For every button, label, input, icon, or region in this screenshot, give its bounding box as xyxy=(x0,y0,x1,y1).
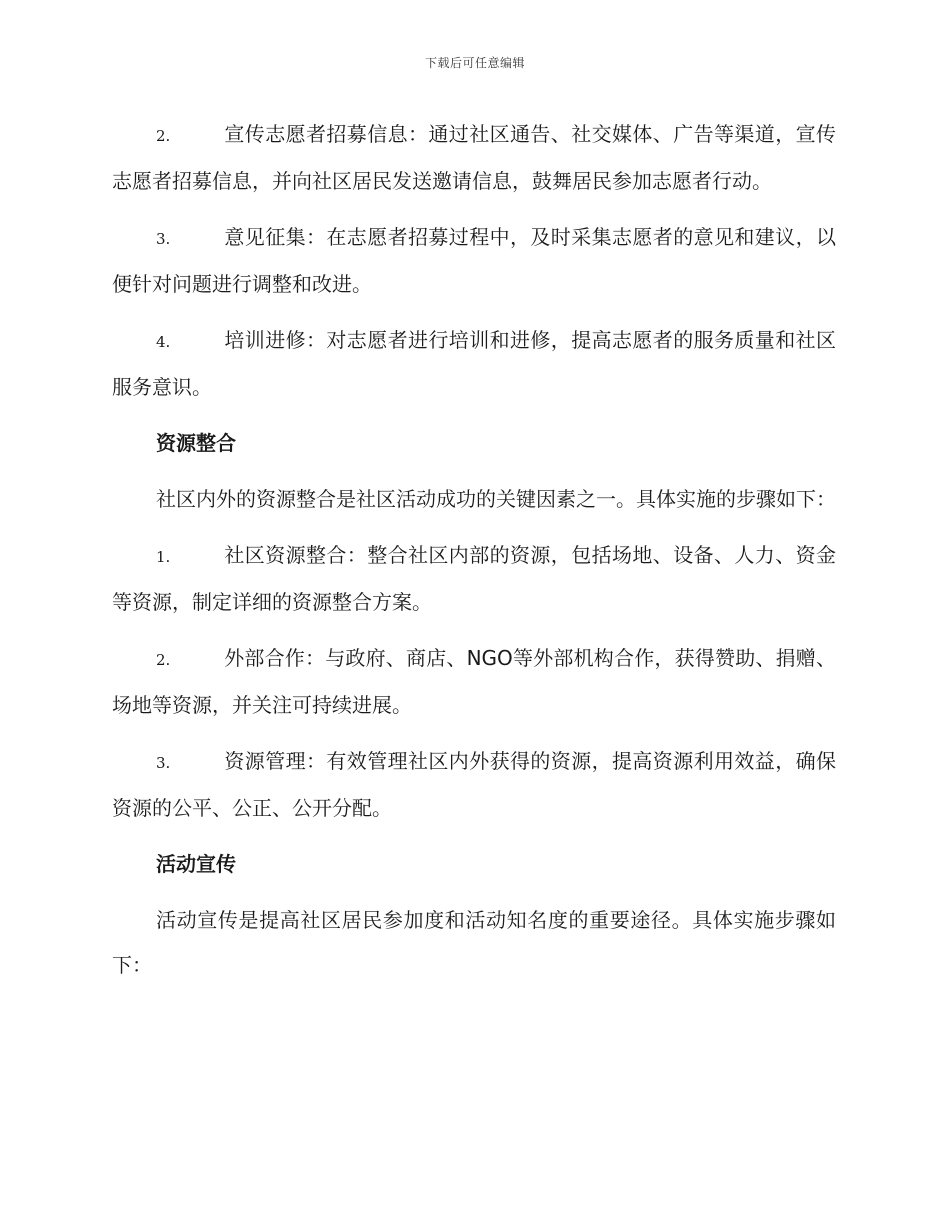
list-item-text: 外部合作：与政府、商店、NGO等外部机构合作，获得赞助、捐赠、场地等资源，并关注可持续进展。 xyxy=(112,646,836,717)
list-number: 2. xyxy=(156,127,171,145)
page-header-note: 下载后可任意编辑 xyxy=(424,56,525,70)
list-item xyxy=(112,533,836,625)
list-item-text: 意见征集：在志愿者招募过程中，及时采集志愿者的意见和建议，以便针对问题进行调整和改进。 xyxy=(112,225,836,296)
list-item xyxy=(112,739,836,831)
list-item xyxy=(112,215,836,307)
list-number: 3. xyxy=(156,754,171,772)
list-item xyxy=(112,318,836,410)
list-item xyxy=(112,112,836,204)
list-item-text: 宣传志愿者招募信息：通过社区通告、社交媒体、广告等渠道，宣传志愿者招募信息，并向社区居民发送邀请信息，鼓舞居民参加志愿者行动。 xyxy=(112,122,836,193)
list-item-text: 社区资源整合：整合社区内部的资源，包括场地、设备、人力、资金等资源，制定详细的资源整合方案。 xyxy=(112,543,836,614)
list-number: 4. xyxy=(156,333,171,351)
list-number: 3. xyxy=(156,230,171,248)
document-body xyxy=(112,112,836,999)
section-heading-promotion: 活动宣传 xyxy=(156,852,236,876)
list-number: 2. xyxy=(156,651,171,669)
paragraph-resources: 社区内外的资源整合是社区活动成功的关键因素之一。具体实施的步骤如下： xyxy=(156,487,836,511)
section-heading-resources: 资源整合 xyxy=(156,431,236,455)
list-number: 1. xyxy=(156,548,171,566)
list-item-text: 培训进修：对志愿者进行培训和进修，提高志愿者的服务质量和社区服务意识。 xyxy=(112,328,836,399)
list-item xyxy=(112,636,836,728)
paragraph-promotion: 活动宣传是提高社区居民参加度和活动知名度的重要途径。具体实施步骤如下： xyxy=(112,908,836,977)
list-item-text: 资源管理：有效管理社区内外获得的资源，提高资源利用效益，确保资源的公平、公正、公开分配。 xyxy=(112,749,836,820)
